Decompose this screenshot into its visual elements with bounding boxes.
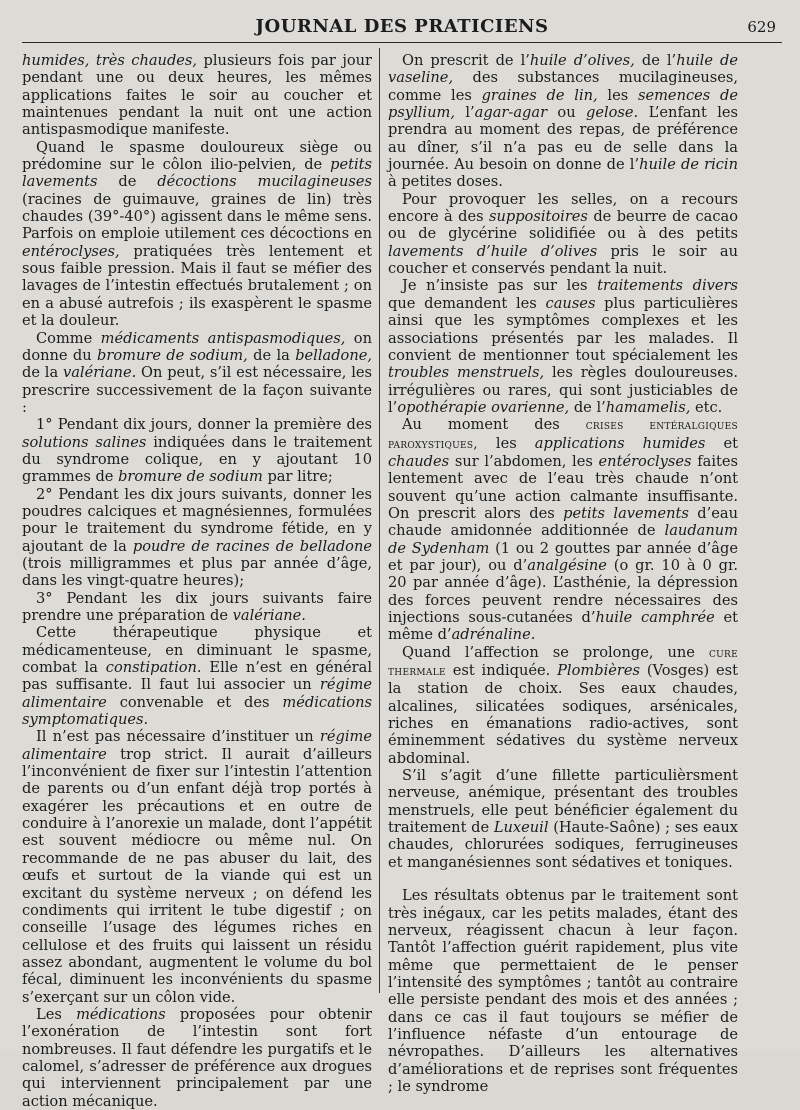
text-run: 3° Pendant les dix jours suivants faire prendre une préparation de xyxy=(22,589,372,624)
text-run: (1 ou 2 gouttes par année d’âge et par jour), ou d’ xyxy=(388,539,738,574)
italic-text: adrénaline. xyxy=(451,626,536,644)
italic-text: bromure de sodium, xyxy=(97,346,248,364)
text-run: S’il s’agit d’une fillette particulièrsment nerveuse, anémique, présentant des troubles menstruels, elle peut bénéficier également du traitement de xyxy=(388,767,738,837)
italic-text: chaudes xyxy=(388,452,450,470)
text-run: Comme xyxy=(36,329,101,347)
paragraph xyxy=(388,277,738,416)
text-run: Elle n’est en général pas suffisante. Il faut lui associer un xyxy=(22,659,372,694)
italic-text: entéroclyses, xyxy=(22,242,120,260)
italic-text: belladone, xyxy=(295,346,373,364)
journal-title: JOURNAL DES PRATICIENS xyxy=(255,16,549,37)
text-run: les xyxy=(477,434,535,452)
text-run: On prescrit de l’ xyxy=(402,52,530,69)
text-run: pratiquées très lentement et sous faible pression. Mais il faut se méfier des lavages de l’intestin effectués brutalement ; on en a abusé autrefois ; ils exaspèrent le spasme et la douleur. xyxy=(22,242,372,330)
text-run: Cette thérapeutique physique et médicamenteuse, en diminuant le spasme, combat la xyxy=(22,624,372,677)
italic-text: médications symptomatiques. xyxy=(22,693,372,729)
text-run: que demandent les xyxy=(388,294,546,312)
text-run: à petites doses. xyxy=(388,173,503,191)
italic-text: huile camphrée xyxy=(595,609,715,626)
italic-text: huile de vaseline, xyxy=(388,52,738,87)
italic-text: opothérapie ovarienne, xyxy=(397,398,570,416)
right-column xyxy=(388,52,739,1095)
text-run: sur l’abdomen, les xyxy=(449,452,599,470)
text-run: faites lentement avec de l’eau très chaude n’ont souvent qu’une action calmante insuffisante. On prescrit alors des xyxy=(388,452,738,522)
text-run: L’enfant les prendra au moment des repas, de préférence au dîner, s’il n’a pas eu de selle dans la journée. Au besoin on donne de l’ xyxy=(388,104,738,174)
text-run: Je n’insiste pas sur les xyxy=(402,277,598,295)
italic-text: entéroclyses xyxy=(598,452,692,470)
italic-text: causes xyxy=(545,294,596,312)
page-header xyxy=(22,14,782,43)
text-run: plusieurs fois par jour pendant une ou deux heures, les mêmes applications faites le soir au coucher et maintenues pendant la nuit ont une action antispasmodique manifeste. xyxy=(22,52,373,139)
italic-text: poudre de racines de belladone xyxy=(132,537,372,555)
paragraph xyxy=(22,52,372,139)
text-run: Les xyxy=(36,1005,77,1023)
text-run: Pour provoquer les selles, on a recours encore à des xyxy=(388,190,738,226)
paragraph xyxy=(388,416,738,643)
italic-text: applications humides xyxy=(534,434,706,452)
italic-text: Plombières xyxy=(557,662,640,680)
italic-text: suppositoires xyxy=(488,208,588,226)
text-run: (o gr. 10 à 0 gr. 20 par année d’âge). L’asthénie, la dépression des forces peuvent rendre nécessaires des injections sous-cutanées d’ xyxy=(388,556,739,626)
italic-text: traitements divers xyxy=(597,277,739,295)
text-run: 1° Pendant dix jours, donner la première des xyxy=(36,416,372,434)
page-number: 629 xyxy=(747,18,776,36)
italic-text: petits lavements xyxy=(563,504,689,522)
italic-text: valériane. xyxy=(62,364,137,382)
text-run: On peut, s’il est nécessaire, les prescrire successivement de la façon suivante : xyxy=(22,364,372,416)
text-run: (trois milligrammes et plus par année d’âge, dans les vingt-quatre heures); xyxy=(22,554,372,590)
text-run: d’eau chaude amidonnée additionnée de xyxy=(388,504,738,540)
text-run: trop strict. Il aurait d’ailleurs l’inconvénient de fixer sur l’intestin l’attention de parents ou d’un enfant déjà trop portés à exagérer les précautions et en outre de conduire à l’anorexie un malade, dont l’appétit est souvent médiocre ou même nul. On recommande de ne pas abuser du lait, des œufs et surtout de la viande qui est un excitant du système nerveux ; on défend les condiments qui irritent le tube digestif ; on conseille l’usage des légumes riches en cellulose et des fruits qui laissent un résidu assez abondant, augmentent le volume du bol fécal, diminuent les inconvénients du spasme s’exerçant sur un côlon vide. xyxy=(22,745,372,1006)
paragraph xyxy=(22,728,372,1006)
paragraph xyxy=(388,52,738,191)
paragraph xyxy=(388,887,738,1095)
italic-text: agar-agar xyxy=(474,104,548,122)
text-run: de la xyxy=(247,346,296,364)
italic-text: régime alimentaire xyxy=(22,676,372,711)
small-caps-text: crises entéralgiques paroxystiques, xyxy=(388,418,739,452)
text-run: et même d’ xyxy=(388,609,738,644)
text-run: Quand l’affection se prolonge, une xyxy=(402,643,709,661)
text-run: par litre; xyxy=(262,468,333,486)
text-run: de l’ xyxy=(634,52,677,69)
italic-text: troubles menstruels, xyxy=(388,364,545,382)
paragraph xyxy=(22,1006,372,1110)
italic-text: hamamelis, xyxy=(605,398,691,416)
text-run: plus particulières ainsi que les symptômes complexes et les associations présentés par les malades. Il convient de mentionner tout spécialement les xyxy=(388,294,739,364)
text-run: (Vosges) est la station de choix. Ses eaux chaudes, alcalines, silicatées sodiques, arsénicales, riches en émanations radio-actives, sont éminemment sédatives du système nerveux abdominal. xyxy=(388,662,738,767)
text-run: de beurre de cacao ou de glycérine solidifiée ou à des petits xyxy=(388,208,738,243)
text-run: l’ xyxy=(454,104,475,122)
italic-text: analgésine xyxy=(527,556,607,574)
italic-text: petits lavements xyxy=(22,156,372,191)
paragraph xyxy=(388,644,738,767)
italic-text: semences de psyllium, xyxy=(388,86,738,122)
text-run: Les résultats obtenus par le traitement sont très inégaux, car les petits malades, étant des nerveux, réagissent chacun à leur façon. Tantôt l’affection guérit rapidement, plus vite même que permettaient de le penser l’intensité des symptômes ; tantôt au contraire elle persiste pendant des mois et des années ; dans ce cas il faut toujours se méfier de l’influence néfaste d’un entourage de névropathes. D’ailleurs les alternatives d’améliorations et de reprises sont fréquentes ; le syndrome xyxy=(388,887,738,1095)
text-run: indiquées dans le traitement du syndrome colique, en y ajoutant 10 grammes de xyxy=(22,433,372,486)
text-run: on donne du xyxy=(22,329,372,364)
italic-text: décoctions mucilagineuses xyxy=(157,173,372,191)
text-run: est indiquée. xyxy=(445,662,558,680)
text-run: Au moment des xyxy=(402,416,586,434)
paragraph xyxy=(22,624,372,728)
italic-text: bromure de sodium xyxy=(118,468,263,486)
text-run: convenable et des xyxy=(106,693,283,711)
paragraph xyxy=(22,416,372,485)
text-run: (Haute-Saône) ; ses eaux chaudes, chlorurées sodiques, ferrugineuses et manganésiennes sont sédatives et toniques. xyxy=(388,819,738,871)
text-run: etc. xyxy=(690,398,723,416)
italic-text: huile de ricin xyxy=(639,156,738,174)
text-run: de xyxy=(97,173,158,191)
text-run: des substances mucilagineuses, comme les xyxy=(388,69,738,104)
paragraph xyxy=(22,139,372,330)
text-run: de l’ xyxy=(569,398,606,416)
text-run: de la xyxy=(22,364,63,382)
italic-text: Luxeuil xyxy=(493,819,549,837)
italic-text: constipation. xyxy=(105,659,202,677)
text-run: les xyxy=(597,86,638,104)
italic-text: graines de lin, xyxy=(481,86,598,104)
italic-text: médicaments antispasmodiques, xyxy=(100,329,346,347)
italic-text: humides, très chaudes, xyxy=(22,52,198,69)
text-run: ou xyxy=(547,104,586,122)
italic-text: gelose. xyxy=(586,104,639,122)
text-run: 2° Pendant les dix jours suivants, donner les poudres calciques et magnésiennes, formulées pour le traitement du syndrome fétide, en y ajoutant de la xyxy=(22,485,372,555)
text-run: Quand le spasme douloureux siège ou prédomine sur le côlon ilio-pelvien, de xyxy=(22,138,372,174)
column-divider xyxy=(379,48,380,993)
paragraph xyxy=(388,767,738,871)
paragraph xyxy=(22,590,372,625)
italic-text: lavements d’huile d’olives xyxy=(388,242,598,260)
small-caps-text: cure thermale xyxy=(388,645,738,680)
left-column xyxy=(22,52,373,1110)
italic-text: laudanum de Sydenham xyxy=(388,522,738,557)
paragraph xyxy=(22,486,372,590)
italic-text: solutions salines xyxy=(22,433,147,451)
paragraph xyxy=(388,191,738,278)
text-run: proposées pour obtenir l’exonération de l’intestin sont fort nombreuses. Il faut défendre les purgatifs et le calomel, s’adresser de préférence aux drogues qui interviennent principalement par une action mécanique. xyxy=(22,1005,372,1110)
text-run: pris le soir au coucher et conservés pendant la nuit. xyxy=(388,242,738,278)
text-run: (racines de guimauve, graines de lin) très chaudes (39°-40°) agissent dans le même sens. Parfois on emploie utilement ces décoctions en xyxy=(22,190,372,243)
text-run: les règles douloureuses. irrégulières ou rares, qui sont justiciables de l’ xyxy=(388,364,738,416)
italic-text: régime alimentaire xyxy=(22,728,372,763)
italic-text: huile d’olives, xyxy=(529,52,635,69)
italic-text: valériane. xyxy=(232,607,306,624)
italic-text: médications xyxy=(76,1005,166,1023)
text-run: et xyxy=(705,434,738,452)
text-run: Il n’est pas nécessaire d’instituer un xyxy=(36,728,320,746)
paragraph xyxy=(22,330,372,417)
